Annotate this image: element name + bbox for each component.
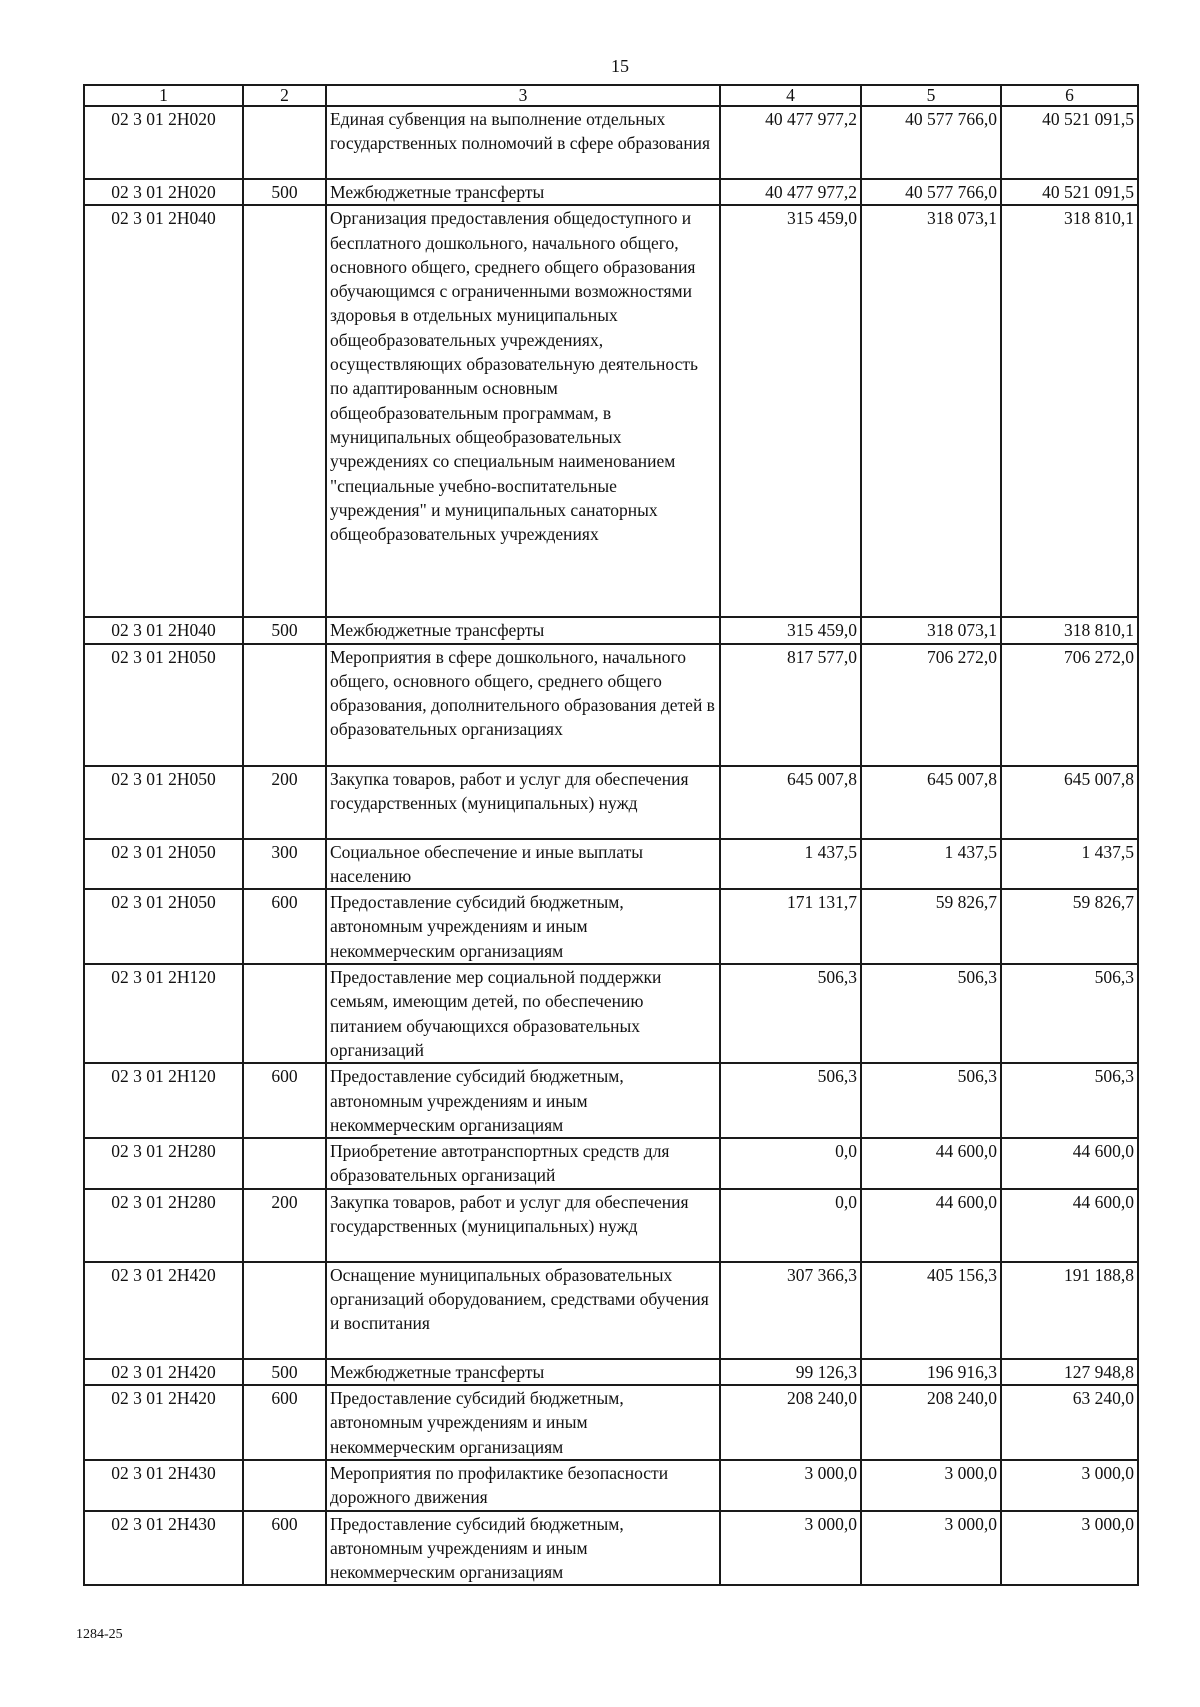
table-row <box>84 839 1138 890</box>
target-code-cell: 02 3 01 2Н280 <box>84 1189 243 1262</box>
amount-col-6: 706 272,0 <box>1001 644 1138 766</box>
budget-table <box>83 84 1139 1586</box>
expense-type-cell: 600 <box>243 1511 326 1586</box>
amount-col-5: 506,3 <box>861 964 1001 1063</box>
table-row <box>84 644 1138 766</box>
target-code-cell: 02 3 01 2Н040 <box>84 617 243 643</box>
target-code-cell: 02 3 01 2Н050 <box>84 644 243 766</box>
amount-col-5: 3 000,0 <box>861 1511 1001 1586</box>
target-code-cell: 02 3 01 2Н420 <box>84 1359 243 1385</box>
amount-col-6: 318 810,1 <box>1001 205 1138 617</box>
page-number: 15 <box>611 56 629 76</box>
item-name-cell: Оснащение муниципальных образовательных организаций оборудованием, средствами обучения и воспитания <box>326 1262 720 1359</box>
amount-col-6: 318 810,1 <box>1001 617 1138 643</box>
amount-col-4: 315 459,0 <box>720 205 861 617</box>
amount-col-6: 63 240,0 <box>1001 1385 1138 1460</box>
amount-col-5: 3 000,0 <box>861 1460 1001 1511</box>
table-row <box>84 1460 1138 1511</box>
header-col-6: 6 <box>1001 85 1138 106</box>
amount-col-4: 506,3 <box>720 964 861 1063</box>
amount-col-4: 40 477 977,2 <box>720 179 861 205</box>
amount-col-5: 40 577 766,0 <box>861 106 1001 179</box>
target-code-cell: 02 3 01 2Н420 <box>84 1262 243 1359</box>
item-name-cell: Предоставление мер социальной поддержки семьям, имеющим детей, по обеспечению питанием обучающихся образовательных организаций <box>326 964 720 1063</box>
item-name-cell: Предоставление субсидий бюджетным, автономным учреждениям и иным некоммерческим организациям <box>326 1063 720 1138</box>
item-name-cell: Межбюджетные трансферты <box>326 179 720 205</box>
item-name-cell: Межбюджетные трансферты <box>326 617 720 643</box>
amount-col-5: 318 073,1 <box>861 617 1001 643</box>
amount-col-6: 3 000,0 <box>1001 1511 1138 1586</box>
amount-col-5: 208 240,0 <box>861 1385 1001 1460</box>
amount-col-4: 3 000,0 <box>720 1460 861 1511</box>
item-name-cell: Мероприятия по профилактике безопасности дорожного движения <box>326 1460 720 1511</box>
amount-col-5: 40 577 766,0 <box>861 179 1001 205</box>
item-name-cell: Предоставление субсидий бюджетным, автономным учреждениям и иным некоммерческим организациям <box>326 889 720 964</box>
expense-type-cell <box>243 964 326 1063</box>
amount-col-6: 3 000,0 <box>1001 1460 1138 1511</box>
expense-type-cell <box>243 1460 326 1511</box>
target-code-cell: 02 3 01 2Н430 <box>84 1511 243 1586</box>
amount-col-5: 506,3 <box>861 1063 1001 1138</box>
item-name-cell: Приобретение автотранспортных средств для образовательных организаций <box>326 1138 720 1189</box>
header-col-2: 2 <box>243 85 326 106</box>
amount-col-4: 208 240,0 <box>720 1385 861 1460</box>
target-code-cell: 02 3 01 2Н120 <box>84 1063 243 1138</box>
amount-col-5: 196 916,3 <box>861 1359 1001 1385</box>
amount-col-4: 315 459,0 <box>720 617 861 643</box>
expense-type-cell: 600 <box>243 1385 326 1460</box>
expense-type-cell <box>243 1138 326 1189</box>
header-col-1: 1 <box>84 85 243 106</box>
item-name-cell: Закупка товаров, работ и услуг для обеспечения государственных (муниципальных) нужд <box>326 1189 720 1262</box>
header-col-4: 4 <box>720 85 861 106</box>
table-row <box>84 205 1138 617</box>
amount-col-4: 817 577,0 <box>720 644 861 766</box>
target-code-cell: 02 3 01 2Н050 <box>84 766 243 839</box>
table-row <box>84 766 1138 839</box>
amount-col-4: 0,0 <box>720 1138 861 1189</box>
target-code-cell: 02 3 01 2Н050 <box>84 889 243 964</box>
table-row <box>84 964 1138 1063</box>
amount-col-4: 506,3 <box>720 1063 861 1138</box>
expense-type-cell <box>243 205 326 617</box>
expense-type-cell: 500 <box>243 1359 326 1385</box>
amount-col-6: 645 007,8 <box>1001 766 1138 839</box>
amount-col-6: 59 826,7 <box>1001 889 1138 964</box>
amount-col-4: 307 366,3 <box>720 1262 861 1359</box>
amount-col-4: 99 126,3 <box>720 1359 861 1385</box>
item-name-cell: Мероприятия в сфере дошкольного, начального общего, основного общего, среднего общего образования, дополнительного образования детей в образовательных организациях <box>326 644 720 766</box>
table-row <box>84 1063 1138 1138</box>
expense-type-cell: 600 <box>243 1063 326 1138</box>
amount-col-6: 191 188,8 <box>1001 1262 1138 1359</box>
amount-col-5: 405 156,3 <box>861 1262 1001 1359</box>
table-row <box>84 1511 1138 1586</box>
document-footer-code: 1284-25 <box>76 1627 123 1642</box>
item-name-cell: Предоставление субсидий бюджетным, автономным учреждениям и иным некоммерческим организациям <box>326 1385 720 1460</box>
expense-type-cell <box>243 1262 326 1359</box>
amount-col-4: 40 477 977,2 <box>720 106 861 179</box>
amount-col-6: 40 521 091,5 <box>1001 179 1138 205</box>
amount-col-6: 506,3 <box>1001 1063 1138 1138</box>
target-code-cell: 02 3 01 2Н430 <box>84 1460 243 1511</box>
target-code-cell: 02 3 01 2Н040 <box>84 205 243 617</box>
target-code-cell: 02 3 01 2Н020 <box>84 106 243 179</box>
table-row <box>84 106 1138 179</box>
amount-col-4: 0,0 <box>720 1189 861 1262</box>
amount-col-5: 44 600,0 <box>861 1138 1001 1189</box>
target-code-cell: 02 3 01 2Н050 <box>84 839 243 890</box>
expense-type-cell: 500 <box>243 617 326 643</box>
expense-type-cell: 200 <box>243 766 326 839</box>
target-code-cell: 02 3 01 2Н020 <box>84 179 243 205</box>
header-col-3: 3 <box>326 85 720 106</box>
amount-col-6: 127 948,8 <box>1001 1359 1138 1385</box>
amount-col-5: 44 600,0 <box>861 1189 1001 1262</box>
item-name-cell: Единая субвенция на выполнение отдельных государственных полномочий в сфере образования <box>326 106 720 179</box>
table-row <box>84 179 1138 205</box>
table-row <box>84 1138 1138 1189</box>
amount-col-4: 1 437,5 <box>720 839 861 890</box>
header-col-5: 5 <box>861 85 1001 106</box>
amount-col-6: 40 521 091,5 <box>1001 106 1138 179</box>
table-row <box>84 617 1138 643</box>
amount-col-6: 44 600,0 <box>1001 1189 1138 1262</box>
table-row <box>84 1262 1138 1359</box>
table-header-row <box>84 85 1138 106</box>
table-row <box>84 889 1138 964</box>
amount-col-6: 506,3 <box>1001 964 1138 1063</box>
amount-col-5: 59 826,7 <box>861 889 1001 964</box>
target-code-cell: 02 3 01 2Н120 <box>84 964 243 1063</box>
expense-type-cell <box>243 644 326 766</box>
amount-col-5: 706 272,0 <box>861 644 1001 766</box>
amount-col-5: 318 073,1 <box>861 205 1001 617</box>
target-code-cell: 02 3 01 2Н280 <box>84 1138 243 1189</box>
item-name-cell: Социальное обеспечение и иные выплаты населению <box>326 839 720 890</box>
amount-col-6: 1 437,5 <box>1001 839 1138 890</box>
amount-col-4: 171 131,7 <box>720 889 861 964</box>
amount-col-4: 645 007,8 <box>720 766 861 839</box>
item-name-cell: Закупка товаров, работ и услуг для обеспечения государственных (муниципальных) нужд <box>326 766 720 839</box>
amount-col-5: 1 437,5 <box>861 839 1001 890</box>
expense-type-cell: 300 <box>243 839 326 890</box>
expense-type-cell: 500 <box>243 179 326 205</box>
expense-type-cell: 600 <box>243 889 326 964</box>
table-row <box>84 1385 1138 1460</box>
expense-type-cell: 200 <box>243 1189 326 1262</box>
amount-col-5: 645 007,8 <box>861 766 1001 839</box>
item-name-cell: Межбюджетные трансферты <box>326 1359 720 1385</box>
amount-col-6: 44 600,0 <box>1001 1138 1138 1189</box>
item-name-cell: Предоставление субсидий бюджетным, автономным учреждениям и иным некоммерческим организациям <box>326 1511 720 1586</box>
target-code-cell: 02 3 01 2Н420 <box>84 1385 243 1460</box>
table-row <box>84 1189 1138 1262</box>
amount-col-4: 3 000,0 <box>720 1511 861 1586</box>
expense-type-cell <box>243 106 326 179</box>
table-row <box>84 1359 1138 1385</box>
item-name-cell: Организация предоставления общедоступного и бесплатного дошкольного, начального общего, основного общего, среднего общего образования обучающимся с ограниченными возможностями здоровья в отдельных муниципальных общеобразовательных учреждениях, осуществляющих образовательную деятельность по адаптированным основным общеобразовательным программам, в муниципальных общеобразовательных учреждениях со специальным наименованием "специальные учебно-воспитательные учреждения" и муниципальных санаторных общеобразовательных учреждениях <box>326 205 720 617</box>
